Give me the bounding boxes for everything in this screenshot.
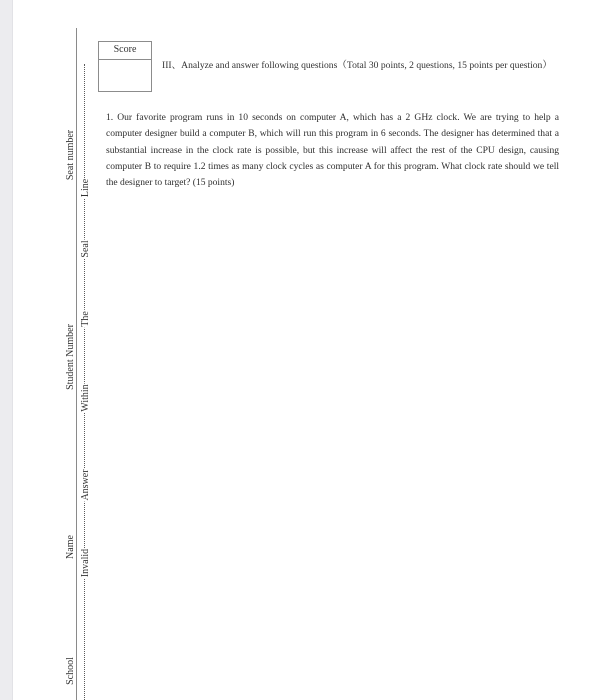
seal-word-within: Within bbox=[80, 384, 91, 412]
page-edge bbox=[0, 0, 13, 700]
score-header: Score bbox=[99, 42, 151, 60]
name-label: Name bbox=[65, 535, 76, 559]
section-title: III、Analyze and answer following questions（Total 30 points, 2 questions, 15 points per question） bbox=[162, 60, 552, 71]
seal-word-line: Line bbox=[80, 178, 91, 198]
school-label: School bbox=[65, 657, 76, 685]
binding-dotted-line bbox=[84, 64, 85, 700]
seal-word-seal: Seal bbox=[80, 240, 91, 258]
question-1: 1. Our favorite program runs in 10 seconds on computer A, which has a 2 GHz clock. We are trying to help a computer designer build a computer B, which will run this program in 6 seconds. The designer has determined that a substantial increase in the clock rate is possible, but this increase will affect the rest of the CPU design, causing computer B to require 1.2 times as many clock cycles as computer A for this program. What clock rate should we tell the designer to target? (15 points) bbox=[106, 112, 559, 189]
seal-word-invalid: Invalid bbox=[80, 548, 91, 578]
exam-page bbox=[13, 0, 607, 700]
seal-word-the: The bbox=[80, 311, 91, 327]
score-box bbox=[98, 41, 152, 92]
binding-solid-line bbox=[76, 28, 77, 700]
student-number-label: Student Number bbox=[65, 324, 76, 390]
seat-number-label: Seat number bbox=[65, 129, 76, 181]
seal-word-answer: Answer bbox=[80, 469, 91, 501]
